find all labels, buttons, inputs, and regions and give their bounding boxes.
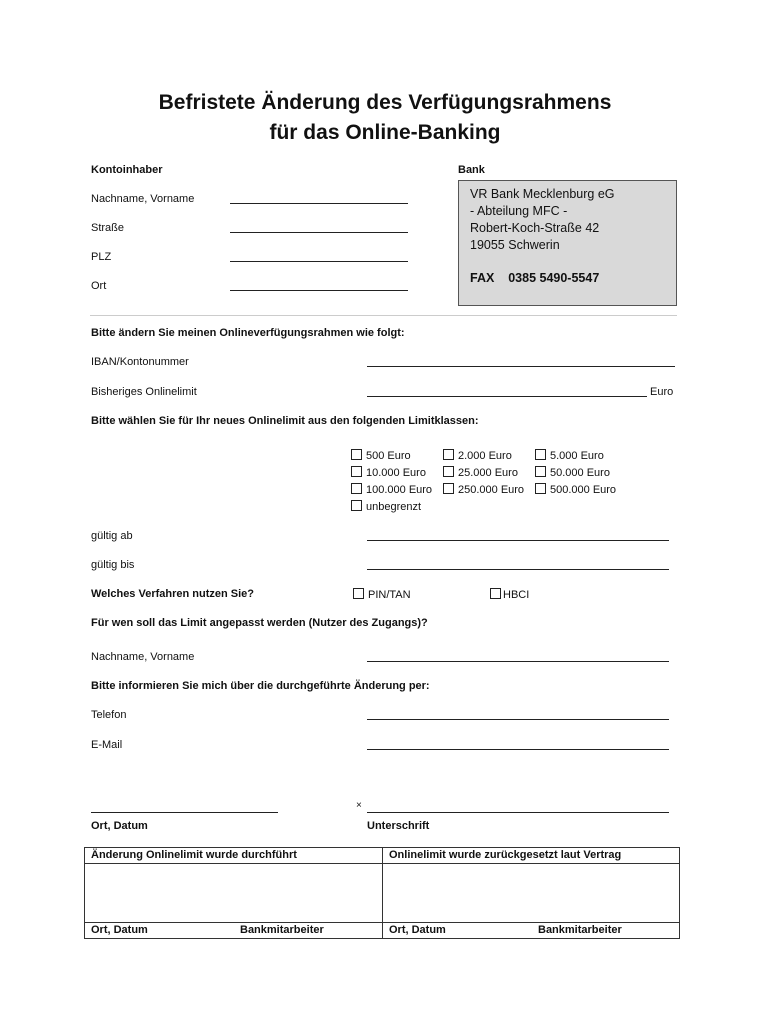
checkbox[interactable] [351, 466, 362, 477]
valid-from-field[interactable] [367, 540, 669, 541]
fax-number: 0385 5490-5547 [508, 271, 600, 285]
checkbox[interactable] [535, 483, 546, 494]
option-hbci[interactable]: HBCI [490, 588, 529, 601]
left-footer-employee: Bankmitarbeiter [240, 924, 324, 936]
checkbox[interactable] [351, 500, 362, 511]
signature-field[interactable] [367, 812, 669, 813]
iban-label: IBAN/Kontonummer [91, 356, 189, 368]
signature-mark: × [356, 800, 362, 811]
left-header: Änderung Onlinelimit wurde durchführt [91, 849, 297, 861]
checkbox[interactable] [351, 483, 362, 494]
bank-department: - Abteilung MFC - [470, 204, 568, 218]
option-2000[interactable]: 2.000 Euro [443, 449, 512, 462]
street-label: Straße [91, 222, 125, 234]
option-5000[interactable]: 5.000 Euro [535, 449, 604, 462]
table-footer-divider [85, 922, 679, 923]
user-name-label: Nachname, Vorname [91, 651, 195, 663]
limit-classes-heading: Bitte wählen Sie für Ihr neues Onlinelimit aus den folgenden Limitklassen: [91, 415, 479, 427]
checkbox[interactable] [353, 588, 364, 599]
checkbox[interactable] [351, 449, 362, 460]
city-field[interactable] [230, 290, 408, 291]
notify-heading: Bitte informieren Sie mich über die durchgeführte Änderung per: [91, 680, 430, 692]
option-10000[interactable]: 10.000 Euro [351, 466, 426, 479]
option-500000[interactable]: 500.000 Euro [535, 483, 616, 496]
right-footer-place-date: Ort, Datum [389, 924, 446, 936]
user-question: Für wen soll das Limit angepasst werden (Nutzer des Zugangs)? [91, 617, 428, 629]
name-label: Nachname, Vorname [91, 193, 195, 205]
right-header: Onlinelimit wurde zurückgesetzt laut Vertrag [389, 849, 622, 861]
city-label: Ort [91, 280, 107, 292]
email-label: E-Mail [91, 739, 123, 751]
previous-limit-unit: Euro [650, 386, 674, 398]
name-field[interactable] [230, 203, 408, 204]
checkbox[interactable] [443, 449, 454, 460]
bank-fax [470, 270, 665, 287]
checkbox[interactable] [490, 588, 501, 599]
phone-label: Telefon [91, 709, 127, 721]
street-field[interactable] [230, 232, 408, 233]
section-divider [90, 315, 677, 316]
account-holder-heading: Kontoinhaber [91, 164, 163, 176]
option-100000[interactable]: 100.000 Euro [351, 483, 432, 496]
valid-to-field[interactable] [367, 569, 669, 570]
right-footer-employee: Bankmitarbeiter [538, 924, 622, 936]
fax-label: FAX [470, 271, 495, 285]
option-unlimited[interactable]: unbegrenzt [351, 500, 421, 513]
option-500[interactable]: 500 Euro [351, 449, 411, 462]
bank-use-table [84, 847, 680, 939]
bank-name: VR Bank Mecklenburg eG [470, 187, 615, 201]
option-25000[interactable]: 25.000 Euro [443, 466, 518, 479]
checkbox[interactable] [535, 466, 546, 477]
option-50000[interactable]: 50.000 Euro [535, 466, 610, 479]
phone-field[interactable] [367, 719, 669, 720]
place-date-field[interactable] [91, 812, 278, 813]
signature-label: Unterschrift [367, 820, 430, 832]
bank-address-box [458, 180, 677, 306]
checkbox[interactable] [535, 449, 546, 460]
zip-field[interactable] [230, 261, 408, 262]
previous-limit-field[interactable] [367, 396, 647, 397]
bank-street: Robert-Koch-Straße 42 [470, 221, 600, 235]
bank-city: 19055 Schwerin [470, 238, 560, 252]
valid-from-label: gültig ab [91, 530, 133, 542]
checkbox[interactable] [443, 466, 454, 477]
checkbox[interactable] [443, 483, 454, 494]
left-footer-place-date: Ort, Datum [91, 924, 148, 936]
option-pin-tan[interactable]: PIN/TAN [353, 588, 411, 601]
zip-label: PLZ [91, 251, 112, 263]
option-250000[interactable]: 250.000 Euro [443, 483, 524, 496]
valid-to-label: gültig bis [91, 559, 135, 571]
iban-field[interactable] [367, 366, 675, 367]
table-header-divider [85, 863, 679, 864]
bank-heading: Bank [458, 164, 485, 176]
procedure-question: Welches Verfahren nutzen Sie? [91, 588, 255, 600]
table-column-divider [382, 848, 383, 938]
form-title-line-1: Befristete Änderung des Verfügungsrahmens [158, 91, 612, 114]
previous-limit-label: Bisheriges Onlinelimit [91, 386, 197, 398]
user-name-field[interactable] [367, 661, 669, 662]
place-date-label: Ort, Datum [91, 820, 148, 832]
form-title-line-2: für das Online-Banking [269, 121, 501, 144]
change-request-heading: Bitte ändern Sie meinen Onlineverfügungsrahmen wie folgt: [91, 327, 405, 339]
email-field[interactable] [367, 749, 669, 750]
